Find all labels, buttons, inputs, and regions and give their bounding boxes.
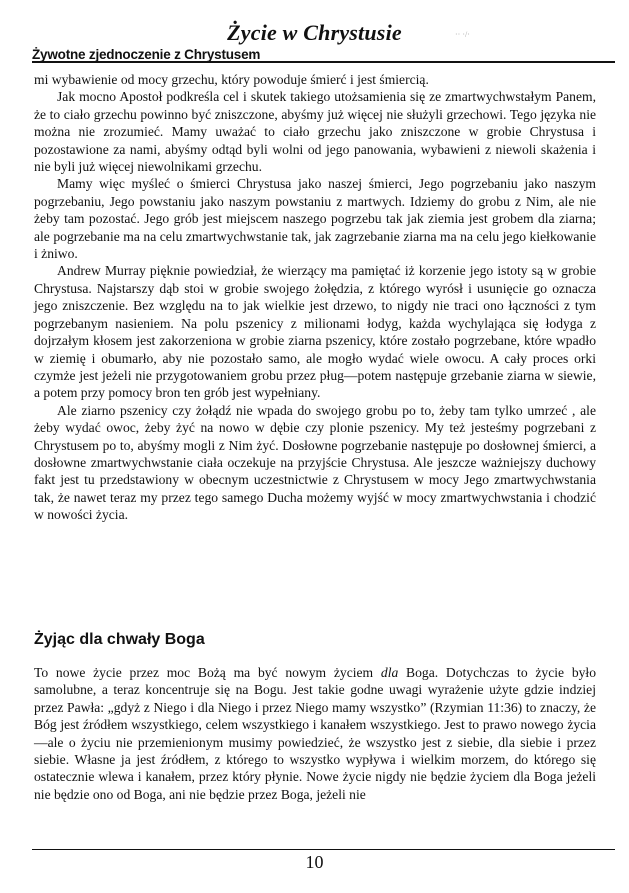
paragraph-continuation: mi wybawienie od mocy grzechu, który powoduje śmierć i jest śmiercią. xyxy=(34,72,429,87)
chapter-label: Żywotne zjednoczenie z Chrystusem xyxy=(32,47,261,62)
header-rule xyxy=(32,61,615,63)
paragraph: Ale ziarno pszenicy czy żołądź nie wpada do swojego grobu po to, żeby tam tylko umrzeć , ale żeby wydać owoc, żeby żyć na nowo w dębie czy plonie pszenicy. My też jesteśmy pogrzebani z Chrystusem po to, abyśmy mogli z Nim żyć. Dosłowne pogrzebanie następuje po dosłownej śmierci, a dosłowne zmartwychwstanie ciała oczekuje na przyjście Chrystusa. Ale jeszcze ważniejszy duchowy fakt jest tu przedstawiony w obecnym uczestnictwie z Chrystusem w mocy Jego zmartwychwstania tak, że nawet teraz my przez tego samego Ducha możemy wyjść w mocy zmartwychwstania i chodzić w nowości życia. xyxy=(34,402,596,523)
page-number: 10 xyxy=(305,852,324,872)
text-run: Boga. Dotychczas to życie było samolubne, a teraz koncentruje się na Bogu. Jest takie godne uwagi wyrażenie użyte gdzie indziej przez Pawła: „gdyż z Niego i dla Niego i przez Niego mamy wszystko” (Rzymian 11:36) to znaczy, że Bóg jest źródłem wszystkiego, celem wszystkiego i kanałem wszystkiego. Jest to prawo nowego życia—ale o życiu nie przemienionym musimy powiedzieć, że wszystko jest z siebie, dla siebie i przez siebie. Własne ja jest źródłem, z którego to wszystko wypływa i wielkim morzem, do którego się ostatecznie wlewa i kanałem, przez który płynie. Nowe życie nigdy nie będzie życiem dla Boga jeżeli nie będzie ono od Boga, ani nie będzie przez Boga, jeżeli nie xyxy=(34,665,596,802)
paragraph xyxy=(34,664,596,803)
body-text xyxy=(34,71,596,524)
paragraph: Andrew Murray pięknie powiedział, że wierzący ma pamiętać iż korzenie jego istoty są w grobie Chrystusa. Najstarszy dąb stoi w grobie swojego żołędzia, z którego wyrósł i usunięcie go oznacza jego zniszczenie. Bez względu na to jak wielkie jest drzewo, to nigdy nie traci ono łączności z tym pogrzebanym nasieniem. Na polu pszenicy z milionami łodyg, każda wychylająca się łodyga z dojrzałym kłosem jest zakorzeniona w grobie ziarna pszenicy, które zostało pogrzebane, które wpadło w ziemię i obumarło, aby nie pozostało samo, ale mogło wydać wiele owocu. A cały proces orki czymże jest jeżeli nie przygotowaniem grobu przez pług—potem następuje grzebanie ziarna w siewie, a potem przy pomocy bron ten grób jest wypełniany. xyxy=(34,263,596,401)
scan-smudge: ·· ·/· xyxy=(455,30,470,39)
paragraph: Mamy więc myśleć o śmierci Chrystusa jako naszej śmierci, Jego pogrzebaniu jako naszym pogrzebaniu, Jego powstaniu jako naszym powstaniu z martwych. Idziemy do grobu z Nim, ale nie żeby tam pozostać. Jego grób jest miejscem naszego pogrzebu tak jak ziemia jest grobem dla ziarna; ale pogrzebanie ma na celu zmartwychwstanie tak, jak zagrzebanie ziarna ma na celu jego kiełkowanie i żniwo. xyxy=(34,176,596,262)
text-run: To nowe życie przez moc Bożą ma być nowym życiem xyxy=(34,665,381,680)
running-title: Życie w Chrystusie xyxy=(227,20,402,45)
footer-rule xyxy=(32,849,615,850)
section-heading: Żyjąc dla chwały Boga xyxy=(34,631,205,648)
paragraph: Jak mocno Apostoł podkreśla cel i skutek takiego utożsamienia się ze zmartwychwstałym Panem, że to ciało grzechu powinno być zniszczone, abyśmy już więcej nie służyli grzechowi. Tego języka nie można nie zrozumieć. Mamy uważać to ciało grzechu jako zniszczone w grobie Chrystusa i pozostawione za nami, abyśmy odtąd byli wolni od jego panowania, wybawieni z niewoli skażenia i nie byli już więcej niewolnikami grzechu. xyxy=(34,89,596,175)
emphasis-text: dla xyxy=(380,665,399,680)
section-body-text xyxy=(34,664,596,803)
